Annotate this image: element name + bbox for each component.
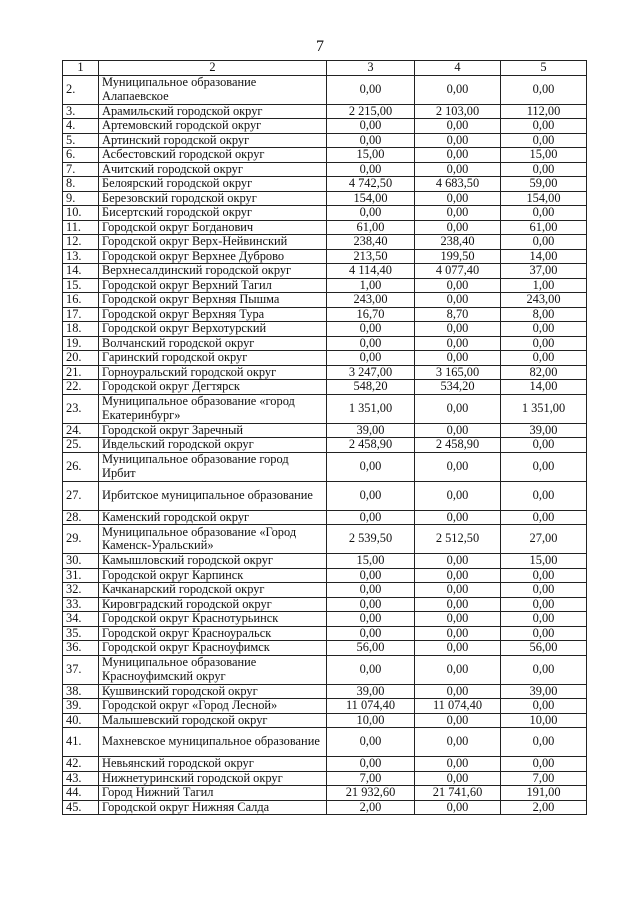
value-col5-cell: 112,00: [501, 104, 587, 119]
value-col4-cell: 0,00: [415, 626, 501, 641]
municipality-name-cell: Ачитский городской округ: [99, 162, 327, 177]
table-row: [63, 249, 587, 264]
row-number-cell: 42.: [63, 757, 99, 772]
row-number-cell: 43.: [63, 771, 99, 786]
row-number-cell: 26.: [63, 452, 99, 481]
value-col3-cell: 0,00: [327, 626, 415, 641]
value-col5-cell: 0,00: [501, 133, 587, 148]
municipality-name-cell: Каменский городской округ: [99, 510, 327, 525]
municipality-name-cell: Ивдельский городской округ: [99, 438, 327, 453]
municipality-name-cell: Муниципальное образование Алапаевское: [99, 75, 327, 104]
value-col3-cell: 0,00: [327, 119, 415, 134]
table-row: [63, 641, 587, 656]
value-col3-cell: 0,00: [327, 568, 415, 583]
row-number-cell: 13.: [63, 249, 99, 264]
table-row: [63, 655, 587, 684]
municipality-name-cell: Городской округ Нижняя Салда: [99, 800, 327, 815]
value-col3-cell: 0,00: [327, 206, 415, 221]
value-col5-cell: 39,00: [501, 684, 587, 699]
municipality-name-cell: Асбестовский городской округ: [99, 148, 327, 163]
value-col4-cell: 0,00: [415, 757, 501, 772]
value-col4-cell: 0,00: [415, 568, 501, 583]
municipality-name-cell: Городской округ Верх-Нейвинский: [99, 235, 327, 250]
value-col3-cell: 0,00: [327, 583, 415, 598]
value-col3-cell: 3 247,00: [327, 365, 415, 380]
value-col5-cell: 154,00: [501, 191, 587, 206]
row-number-cell: 36.: [63, 641, 99, 656]
table-row: [63, 365, 587, 380]
value-col3-cell: 39,00: [327, 684, 415, 699]
value-col3-cell: 238,40: [327, 235, 415, 250]
value-col5-cell: 0,00: [501, 481, 587, 510]
value-col3-cell: 15,00: [327, 148, 415, 163]
row-number-cell: 39.: [63, 699, 99, 714]
value-col3-cell: 39,00: [327, 423, 415, 438]
municipality-name-cell: Городской округ Заречный: [99, 423, 327, 438]
table-row: [63, 351, 587, 366]
table-row: [63, 119, 587, 134]
value-col4-cell: 0,00: [415, 394, 501, 423]
row-number-cell: 5.: [63, 133, 99, 148]
value-col5-cell: 15,00: [501, 148, 587, 163]
table-row: [63, 307, 587, 322]
table-row: [63, 728, 587, 757]
row-number-cell: 30.: [63, 554, 99, 569]
value-col3-cell: 15,00: [327, 554, 415, 569]
value-col3-cell: 0,00: [327, 510, 415, 525]
value-col4-cell: 3 165,00: [415, 365, 501, 380]
municipality-name-cell: Нижнетуринский городской округ: [99, 771, 327, 786]
value-col5-cell: 0,00: [501, 757, 587, 772]
value-col5-cell: 0,00: [501, 162, 587, 177]
value-col5-cell: 0,00: [501, 583, 587, 598]
row-number-cell: 15.: [63, 278, 99, 293]
municipality-name-cell: Артинский городской округ: [99, 133, 327, 148]
municipality-name-cell: Артемовский городской округ: [99, 119, 327, 134]
value-col5-cell: 243,00: [501, 293, 587, 308]
row-number-cell: 25.: [63, 438, 99, 453]
value-col4-cell: 4 683,50: [415, 177, 501, 192]
row-number-cell: 14.: [63, 264, 99, 279]
value-col5-cell: 15,00: [501, 554, 587, 569]
value-col3-cell: 154,00: [327, 191, 415, 206]
municipality-name-cell: Кировградский городской округ: [99, 597, 327, 612]
row-number-cell: 3.: [63, 104, 99, 119]
value-col5-cell: 37,00: [501, 264, 587, 279]
value-col3-cell: 0,00: [327, 728, 415, 757]
value-col4-cell: 0,00: [415, 728, 501, 757]
value-col5-cell: 0,00: [501, 336, 587, 351]
row-number-cell: 12.: [63, 235, 99, 250]
value-col5-cell: 0,00: [501, 438, 587, 453]
value-col4-cell: 0,00: [415, 597, 501, 612]
value-col3-cell: 56,00: [327, 641, 415, 656]
value-col3-cell: 4 114,40: [327, 264, 415, 279]
row-number-cell: 23.: [63, 394, 99, 423]
table-row: [63, 177, 587, 192]
value-col3-cell: 0,00: [327, 162, 415, 177]
row-number-cell: 17.: [63, 307, 99, 322]
municipality-name-cell: Горноуральский городской округ: [99, 365, 327, 380]
table-row: [63, 191, 587, 206]
header-cell-col3: 3: [327, 61, 415, 76]
value-col5-cell: 2,00: [501, 800, 587, 815]
municipality-name-cell: Муниципальное образование Красноуфимский округ: [99, 655, 327, 684]
value-col4-cell: 0,00: [415, 293, 501, 308]
table-row: [63, 133, 587, 148]
table-row: [63, 380, 587, 395]
table-row: [63, 554, 587, 569]
table-row: [63, 525, 587, 554]
value-col4-cell: 0,00: [415, 800, 501, 815]
municipality-name-cell: Кушвинский городской округ: [99, 684, 327, 699]
header-cell-col4: 4: [415, 61, 501, 76]
municipality-name-cell: Верхнесалдинский городской округ: [99, 264, 327, 279]
table-row: [63, 510, 587, 525]
row-number-cell: 41.: [63, 728, 99, 757]
budget-table: [62, 60, 587, 815]
value-col3-cell: 2 215,00: [327, 104, 415, 119]
value-col4-cell: 0,00: [415, 423, 501, 438]
municipality-name-cell: Березовский городской округ: [99, 191, 327, 206]
table-row: [63, 757, 587, 772]
municipality-name-cell: Городской округ Краснотурьинск: [99, 612, 327, 627]
municipality-name-cell: Городской округ Верхний Тагил: [99, 278, 327, 293]
value-col5-cell: 0,00: [501, 452, 587, 481]
row-number-cell: 20.: [63, 351, 99, 366]
row-number-cell: 40.: [63, 713, 99, 728]
municipality-name-cell: Городской округ Карпинск: [99, 568, 327, 583]
table-row: [63, 278, 587, 293]
table-row: [63, 786, 587, 801]
value-col4-cell: 0,00: [415, 133, 501, 148]
row-number-cell: 33.: [63, 597, 99, 612]
row-number-cell: 4.: [63, 119, 99, 134]
value-col5-cell: 0,00: [501, 655, 587, 684]
value-col4-cell: 0,00: [415, 510, 501, 525]
value-col3-cell: 0,00: [327, 322, 415, 337]
value-col4-cell: 0,00: [415, 684, 501, 699]
value-col4-cell: 0,00: [415, 583, 501, 598]
value-col5-cell: 39,00: [501, 423, 587, 438]
table-row: [63, 235, 587, 250]
value-col3-cell: 11 074,40: [327, 699, 415, 714]
row-number-cell: 44.: [63, 786, 99, 801]
municipality-name-cell: Городской округ Красноуфимск: [99, 641, 327, 656]
value-col5-cell: 59,00: [501, 177, 587, 192]
table-row: [63, 699, 587, 714]
table-row: [63, 104, 587, 119]
value-col5-cell: 0,00: [501, 699, 587, 714]
value-col4-cell: 0,00: [415, 278, 501, 293]
value-col3-cell: 61,00: [327, 220, 415, 235]
value-col3-cell: 0,00: [327, 351, 415, 366]
value-col4-cell: 0,00: [415, 452, 501, 481]
row-number-cell: 45.: [63, 800, 99, 815]
value-col3-cell: 0,00: [327, 655, 415, 684]
value-col4-cell: 2 458,90: [415, 438, 501, 453]
table-row: [63, 220, 587, 235]
row-number-cell: 2.: [63, 75, 99, 104]
table-row: [63, 438, 587, 453]
table-row: [63, 684, 587, 699]
value-col3-cell: 0,00: [327, 597, 415, 612]
header-cell-col5: 5: [501, 61, 587, 76]
value-col3-cell: 0,00: [327, 481, 415, 510]
value-col3-cell: 7,00: [327, 771, 415, 786]
value-col5-cell: 0,00: [501, 612, 587, 627]
value-col5-cell: 27,00: [501, 525, 587, 554]
municipality-name-cell: Город Нижний Тагил: [99, 786, 327, 801]
value-col5-cell: 0,00: [501, 510, 587, 525]
table-row: [63, 583, 587, 598]
value-col5-cell: 0,00: [501, 75, 587, 104]
value-col4-cell: 0,00: [415, 713, 501, 728]
row-number-cell: 24.: [63, 423, 99, 438]
value-col4-cell: 0,00: [415, 612, 501, 627]
table-row: [63, 264, 587, 279]
value-col4-cell: 0,00: [415, 336, 501, 351]
value-col5-cell: 191,00: [501, 786, 587, 801]
table-row: [63, 800, 587, 815]
value-col5-cell: 0,00: [501, 597, 587, 612]
value-col4-cell: 0,00: [415, 771, 501, 786]
row-number-cell: 32.: [63, 583, 99, 598]
header-cell-col1: 1: [63, 61, 99, 76]
municipality-name-cell: Гаринский городской округ: [99, 351, 327, 366]
value-col5-cell: 10,00: [501, 713, 587, 728]
value-col5-cell: 56,00: [501, 641, 587, 656]
value-col5-cell: 14,00: [501, 249, 587, 264]
value-col4-cell: 0,00: [415, 191, 501, 206]
value-col5-cell: 0,00: [501, 322, 587, 337]
value-col5-cell: 0,00: [501, 626, 587, 641]
value-col4-cell: 0,00: [415, 162, 501, 177]
value-col3-cell: 0,00: [327, 133, 415, 148]
row-number-cell: 11.: [63, 220, 99, 235]
value-col3-cell: 2,00: [327, 800, 415, 815]
value-col4-cell: 199,50: [415, 249, 501, 264]
municipality-name-cell: Городской округ Богданович: [99, 220, 327, 235]
value-col4-cell: 0,00: [415, 75, 501, 104]
municipality-name-cell: Камышловский городской округ: [99, 554, 327, 569]
row-number-cell: 6.: [63, 148, 99, 163]
municipality-name-cell: Городской округ Верхнее Дуброво: [99, 249, 327, 264]
value-col5-cell: 0,00: [501, 568, 587, 583]
value-col5-cell: 0,00: [501, 206, 587, 221]
value-col3-cell: 1,00: [327, 278, 415, 293]
table-row: [63, 713, 587, 728]
value-col4-cell: 534,20: [415, 380, 501, 395]
value-col3-cell: 0,00: [327, 757, 415, 772]
value-col3-cell: 0,00: [327, 452, 415, 481]
value-col5-cell: 7,00: [501, 771, 587, 786]
municipality-name-cell: Невьянский городской округ: [99, 757, 327, 772]
row-number-cell: 18.: [63, 322, 99, 337]
municipality-name-cell: Ирбитское муниципальное образование: [99, 481, 327, 510]
value-col3-cell: 1 351,00: [327, 394, 415, 423]
municipality-name-cell: Городской округ Верхотурский: [99, 322, 327, 337]
table-row: [63, 452, 587, 481]
municipality-name-cell: Городской округ Дегтярск: [99, 380, 327, 395]
value-col4-cell: 0,00: [415, 554, 501, 569]
value-col3-cell: 213,50: [327, 249, 415, 264]
row-number-cell: 16.: [63, 293, 99, 308]
municipality-name-cell: Качканарский городской округ: [99, 583, 327, 598]
value-col4-cell: 4 077,40: [415, 264, 501, 279]
row-number-cell: 7.: [63, 162, 99, 177]
municipality-name-cell: Арамильский городской округ: [99, 104, 327, 119]
value-col3-cell: 4 742,50: [327, 177, 415, 192]
value-col5-cell: 0,00: [501, 351, 587, 366]
municipality-name-cell: Муниципальное образование «Город Каменск-Уральский»: [99, 525, 327, 554]
municipality-name-cell: Городской округ «Город Лесной»: [99, 699, 327, 714]
value-col4-cell: 0,00: [415, 119, 501, 134]
table-row: [63, 162, 587, 177]
value-col3-cell: 0,00: [327, 336, 415, 351]
value-col4-cell: 2 512,50: [415, 525, 501, 554]
row-number-cell: 21.: [63, 365, 99, 380]
table-row: [63, 612, 587, 627]
value-col5-cell: 0,00: [501, 119, 587, 134]
municipality-name-cell: Малышевский городской округ: [99, 713, 327, 728]
value-col5-cell: 0,00: [501, 235, 587, 250]
table-row: [63, 771, 587, 786]
row-number-cell: 27.: [63, 481, 99, 510]
value-col5-cell: 0,00: [501, 728, 587, 757]
value-col5-cell: 8,00: [501, 307, 587, 322]
value-col4-cell: 0,00: [415, 220, 501, 235]
value-col5-cell: 14,00: [501, 380, 587, 395]
value-col3-cell: 2 458,90: [327, 438, 415, 453]
value-col4-cell: 0,00: [415, 655, 501, 684]
table-row: [63, 481, 587, 510]
row-number-cell: 29.: [63, 525, 99, 554]
municipality-name-cell: Белоярский городской округ: [99, 177, 327, 192]
row-number-cell: 9.: [63, 191, 99, 206]
value-col3-cell: 21 932,60: [327, 786, 415, 801]
table-row: [63, 394, 587, 423]
table-row: [63, 423, 587, 438]
row-number-cell: 34.: [63, 612, 99, 627]
municipality-name-cell: Городской округ Верхняя Пышма: [99, 293, 327, 308]
value-col4-cell: 238,40: [415, 235, 501, 250]
table-row: [63, 568, 587, 583]
row-number-cell: 22.: [63, 380, 99, 395]
table-row: [63, 626, 587, 641]
value-col4-cell: 0,00: [415, 322, 501, 337]
table-row: [63, 148, 587, 163]
row-number-cell: 37.: [63, 655, 99, 684]
municipality-name-cell: Муниципальное образование «город Екатеринбург»: [99, 394, 327, 423]
value-col4-cell: 0,00: [415, 641, 501, 656]
value-col3-cell: 16,70: [327, 307, 415, 322]
row-number-cell: 28.: [63, 510, 99, 525]
row-number-cell: 10.: [63, 206, 99, 221]
value-col3-cell: 0,00: [327, 612, 415, 627]
table-row: [63, 293, 587, 308]
municipality-name-cell: Махневское муниципальное образование: [99, 728, 327, 757]
value-col3-cell: 10,00: [327, 713, 415, 728]
value-col4-cell: 0,00: [415, 351, 501, 366]
value-col5-cell: 1,00: [501, 278, 587, 293]
value-col5-cell: 61,00: [501, 220, 587, 235]
table-row: [63, 206, 587, 221]
municipality-name-cell: Городской округ Верхняя Тура: [99, 307, 327, 322]
page-number: 7: [316, 38, 324, 55]
table-row: [63, 75, 587, 104]
value-col3-cell: 548,20: [327, 380, 415, 395]
table-row: [63, 597, 587, 612]
row-number-cell: 38.: [63, 684, 99, 699]
table-row: [63, 336, 587, 351]
municipality-name-cell: Городской округ Красноуральск: [99, 626, 327, 641]
value-col4-cell: 11 074,40: [415, 699, 501, 714]
table-row: [63, 322, 587, 337]
value-col3-cell: 2 539,50: [327, 525, 415, 554]
municipality-name-cell: Муниципальное образование город Ирбит: [99, 452, 327, 481]
municipality-name-cell: Волчанский городской округ: [99, 336, 327, 351]
table-body: [63, 61, 587, 815]
row-number-cell: 8.: [63, 177, 99, 192]
table-header-row: [63, 61, 587, 76]
value-col4-cell: 21 741,60: [415, 786, 501, 801]
row-number-cell: 31.: [63, 568, 99, 583]
row-number-cell: 19.: [63, 336, 99, 351]
row-number-cell: 35.: [63, 626, 99, 641]
value-col5-cell: 1 351,00: [501, 394, 587, 423]
value-col5-cell: 82,00: [501, 365, 587, 380]
value-col3-cell: 0,00: [327, 75, 415, 104]
municipality-name-cell: Бисертский городской округ: [99, 206, 327, 221]
value-col4-cell: 8,70: [415, 307, 501, 322]
value-col3-cell: 243,00: [327, 293, 415, 308]
header-cell-col2: 2: [99, 61, 327, 76]
value-col4-cell: 0,00: [415, 481, 501, 510]
value-col4-cell: 0,00: [415, 206, 501, 221]
value-col4-cell: 2 103,00: [415, 104, 501, 119]
value-col4-cell: 0,00: [415, 148, 501, 163]
